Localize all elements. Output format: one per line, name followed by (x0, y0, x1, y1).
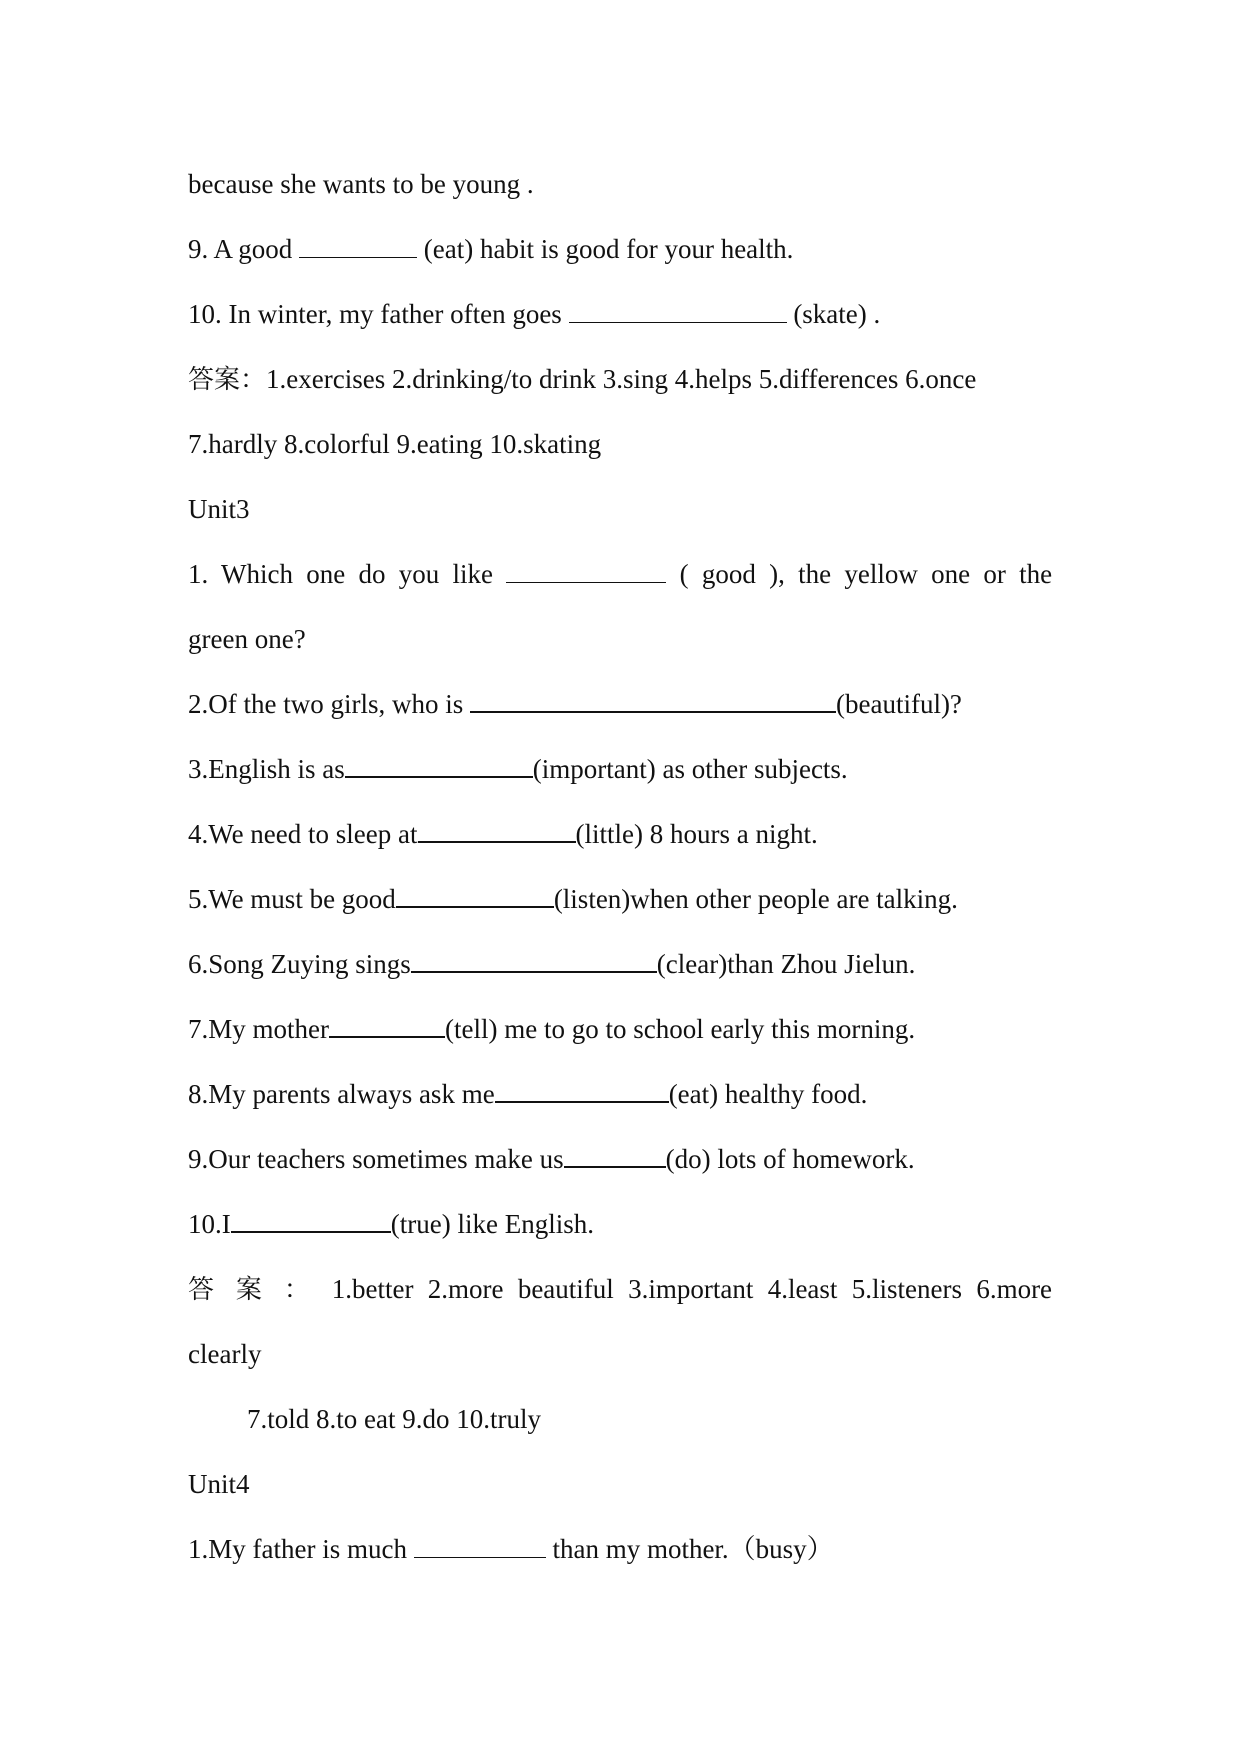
answer-label: 答 (188, 1275, 222, 1305)
answer-text: 1.better (331, 1274, 414, 1304)
question-text: (clear)than Zhou Jielun. (656, 949, 916, 979)
unit3-question-10 (188, 1208, 1052, 1240)
question-text: 9. A good (188, 234, 293, 264)
unit3-question-1 (188, 558, 1052, 590)
unit3-question-2 (188, 688, 1052, 720)
word: you (398, 559, 440, 589)
unit3-answers-line2 (247, 1403, 1111, 1435)
question-text: (little) 8 hours a night. (575, 819, 818, 849)
unit3-question-8 (188, 1078, 1052, 1110)
word: one (306, 559, 346, 589)
answer-text: 1.exercises 2.drinking/to drink 3.sing 4.helps 5.differences 6.once (266, 364, 977, 394)
answer-text: 5.listeners (851, 1274, 962, 1304)
question-text: 7.My mother (188, 1014, 329, 1044)
question-text: (skate) . (793, 299, 881, 329)
answer-text: 7.told 8.to eat 9.do 10.truly (247, 1404, 541, 1434)
question-text: 9.Our teachers sometimes make us (188, 1144, 564, 1174)
answer-text: 3.important (628, 1274, 754, 1304)
unit4-question-1 (188, 1533, 1052, 1565)
unit3-question-1-continuation (188, 623, 1052, 655)
answer-blank[interactable] (414, 1535, 546, 1558)
answer-blank[interactable] (396, 884, 554, 908)
answer-label: 答案： (188, 365, 267, 395)
unit3-heading (188, 493, 1052, 525)
answer-text: 7.hardly 8.colorful 9.eating 10.skating (188, 429, 602, 459)
unit3-question-9 (188, 1143, 1052, 1175)
unit2-answers-line2 (188, 428, 1052, 460)
question-text: 3.English is as (188, 754, 345, 784)
word: ( (679, 559, 689, 589)
answer-text: clearly (188, 1339, 262, 1369)
answer-blank[interactable] (418, 819, 576, 843)
answer-text: 6.more (976, 1274, 1052, 1304)
answer-text: 4.least (767, 1274, 838, 1304)
word: yellow (844, 559, 918, 589)
answer-blank[interactable] (231, 1209, 391, 1233)
unit3-question-4 (188, 818, 1052, 850)
answer-label: 案 (235, 1275, 270, 1305)
unit2-question-10 (188, 298, 1052, 330)
question-text: 8.My parents always ask me (188, 1079, 495, 1109)
question-text: (important) as other subjects. (532, 754, 848, 784)
unit-title: Unit3 (188, 494, 250, 524)
answer-blank[interactable] (564, 1144, 666, 1168)
question-text: green one? (188, 624, 306, 654)
word: ), (769, 559, 785, 589)
word: 1. (188, 559, 209, 589)
question-text: 2.Of the two girls, who is (188, 689, 464, 719)
unit3-answers-line1 (188, 1273, 1052, 1305)
unit2-answers-line1 (188, 363, 1052, 396)
answer-blank[interactable] (329, 1014, 445, 1038)
unit4-heading (188, 1468, 1052, 1500)
word: the (798, 559, 832, 589)
question-text: 6.Song Zuying sings (188, 949, 411, 979)
answer-blank[interactable] (495, 1079, 669, 1103)
answer-text: 2.more (427, 1274, 504, 1304)
word: Which (221, 559, 293, 589)
question-text: (true) like English. (390, 1209, 594, 1239)
word: the (1019, 559, 1052, 589)
answer-blank[interactable] (411, 949, 657, 973)
word: or (983, 559, 1006, 589)
answer-blank[interactable] (470, 689, 836, 713)
unit3-answers-continuation (188, 1338, 1052, 1370)
unit-title: Unit4 (188, 1469, 250, 1499)
question-text: 1.My father is much (188, 1534, 407, 1564)
unit3-question-5 (188, 883, 1052, 915)
answer-blank[interactable] (345, 754, 533, 778)
answer-text: beautiful (517, 1274, 614, 1304)
answer-blank[interactable] (569, 300, 787, 323)
question-text: (do) lots of homework. (665, 1144, 915, 1174)
unit3-question-7 (188, 1013, 1052, 1045)
question-text: 5.We must be good (188, 884, 396, 914)
word: like (452, 559, 494, 589)
question-text: (tell) me to go to school early this morning. (445, 1014, 916, 1044)
question-text: (listen)when other people are talking. (553, 884, 958, 914)
word: do (358, 559, 386, 589)
question-text: (eat) healthy food. (668, 1079, 868, 1109)
question-text: because she wants to be young . (188, 169, 534, 199)
question-text: (eat) habit is good for your health. (423, 234, 794, 264)
question-text: than my mother.（busy） (552, 1534, 834, 1564)
word: good (701, 559, 756, 589)
unit3-question-6 (188, 948, 1052, 980)
question-text: 10.I (188, 1209, 231, 1239)
question-text: (beautiful)? (835, 689, 962, 719)
answer-blank[interactable] (299, 235, 417, 258)
question-8-continuation (188, 168, 1052, 200)
answer-blank[interactable] (506, 560, 666, 583)
word: one (931, 559, 971, 589)
question-text: 10. In winter, my father often goes (188, 299, 562, 329)
answer-label: ： (283, 1275, 318, 1305)
unit3-question-3 (188, 753, 1052, 785)
unit2-question-9 (188, 233, 1052, 265)
question-text: 4.We need to sleep at (188, 819, 418, 849)
